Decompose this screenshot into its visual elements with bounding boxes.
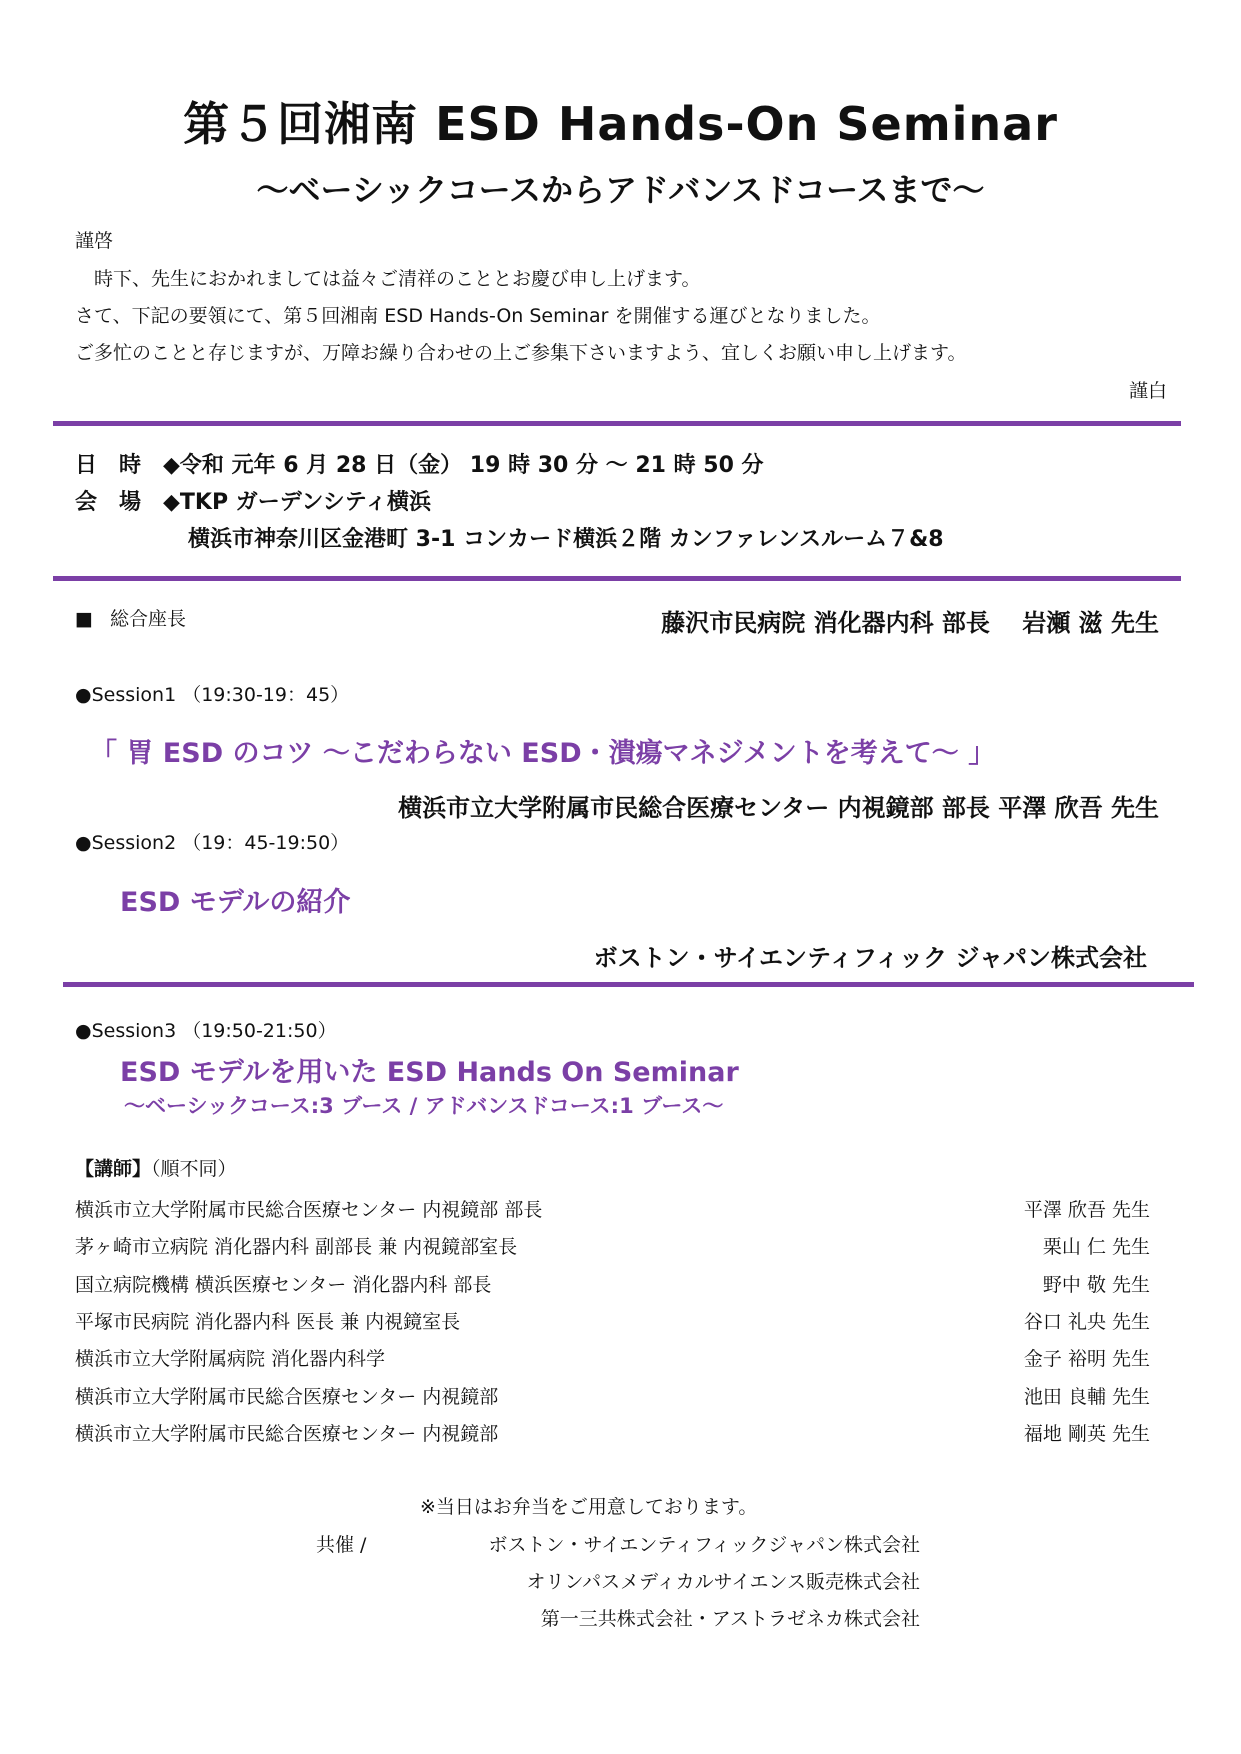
lecturer-affiliation: 横浜市立大学附属市民総合医療センター 内視鏡部 xyxy=(75,1386,499,1408)
session1-speaker: 横浜市立大学附属市民総合医療センター 内視鏡部 部長 平澤 欣吾 先生 xyxy=(398,794,1159,822)
cohost-1: ボストン・サイエンティフィックジャパン株式会社 xyxy=(488,1534,920,1556)
chair-label: 総合座長 xyxy=(110,608,187,630)
session3-label: ●Session3 （19:50-21:50） xyxy=(75,1020,337,1042)
session2-speaker: ボストン・サイエンティフィック ジャパン株式会社 xyxy=(593,944,1147,972)
lecturer-affiliation: 横浜市立大学附属病院 消化器内科学 xyxy=(75,1348,386,1370)
session3-title: ESD モデルを用いた ESD Hands On Seminar xyxy=(120,1057,739,1088)
chair-marker: ■ xyxy=(75,608,93,630)
lecturer-affiliation: 平塚市民病院 消化器内科 医長 兼 内視鏡室長 xyxy=(75,1311,461,1333)
lecturer-name: 福地 剛英 先生 xyxy=(1023,1423,1150,1445)
greeting-line-1: 時下、先生におかれましては益々ご清祥のこととお慶び申し上げます。 xyxy=(75,268,701,290)
session1-title: 「 胃 ESD のコツ ～こだわらない ESD・潰瘍マネジメントを考えて～ 」 xyxy=(90,738,996,769)
divider-3 xyxy=(63,982,1194,987)
lecturer-row xyxy=(75,1232,1150,1258)
session2-title: ESD モデルの紹介 xyxy=(120,887,351,918)
lecturer-name: 野中 敬 先生 xyxy=(1042,1274,1150,1296)
greeting-closing: 謹白 xyxy=(1128,380,1167,402)
lecturer-affiliation: 茅ヶ崎市立病院 消化器内科 副部長 兼 内視鏡部室長 xyxy=(75,1236,518,1258)
lecturers-heading-note: （順不同） xyxy=(151,1158,237,1180)
session2-label: ●Session2 （19：45-19:50） xyxy=(75,832,350,854)
greeting-line-2: さて、下記の要領にて、第５回湘南 ESD Hands-On Seminar を開催する運びとなりました。 xyxy=(75,305,881,327)
lecturer-name: 谷口 礼央 先生 xyxy=(1023,1311,1150,1333)
session1-label: ●Session1 （19:30-19：45） xyxy=(75,684,350,706)
lecturer-name: 池田 良輔 先生 xyxy=(1023,1386,1150,1408)
lecturers-heading xyxy=(75,1158,237,1180)
session3-subtitle: ～ベーシックコース:3 ブース / アドバンスドコース:1 ブース～ xyxy=(124,1094,724,1118)
lecturer-row xyxy=(75,1344,1150,1370)
lecturer-row xyxy=(75,1195,1150,1221)
lecturer-affiliation: 横浜市立大学附属市民総合医療センター 内視鏡部 部長 xyxy=(75,1199,543,1221)
cohost-3: 第一三共株式会社・アストラゼネカ株式会社 xyxy=(540,1608,920,1630)
greeting-opening: 謹啓 xyxy=(75,230,114,252)
chair-value: 藤沢市民病院 消化器内科 部長 岩瀬 滋 先生 xyxy=(661,609,1159,637)
venue-address: 横浜市神奈川区金港町 3-1 コンカード横浜２階 カンファレンスルーム７&8 xyxy=(188,527,944,552)
lecturer-row xyxy=(75,1270,1150,1296)
lecturer-row xyxy=(75,1382,1150,1408)
lunch-note: ※当日はお弁当をご用意しております。 xyxy=(420,1496,758,1518)
lecturer-name: 平澤 欣吾 先生 xyxy=(1023,1199,1150,1221)
lecturer-affiliation: 国立病院機構 横浜医療センター 消化器内科 部長 xyxy=(75,1274,492,1296)
lecturer-name: 金子 裕明 先生 xyxy=(1023,1348,1150,1370)
lecturer-row xyxy=(75,1307,1150,1333)
lecturer-row xyxy=(75,1419,1150,1445)
cohost-label: 共催 / xyxy=(316,1534,367,1556)
date-value: ◆令和 元年 6 月 28 日（金） 19 時 30 分 ～ 21 時 50 分 xyxy=(163,453,764,478)
page-title: 第５回湘南 ESD Hands-On Seminar xyxy=(183,97,1058,151)
date-label: 日 時 xyxy=(75,453,142,478)
divider-1 xyxy=(53,421,1181,426)
page-subtitle: ～ベーシックコースからアドバンスドコースまで～ xyxy=(256,171,985,209)
cohost-2: オリンパスメディカルサイエンス販売株式会社 xyxy=(526,1571,920,1593)
venue-label: 会 場 xyxy=(75,490,142,515)
divider-2 xyxy=(53,576,1181,581)
greeting-line-3: ご多忙のことと存じますが、万障お繰り合わせの上ご参集下さいますよう、宜しくお願い申し上げます。 xyxy=(75,342,967,364)
lecturer-affiliation: 横浜市立大学附属市民総合医療センター 内視鏡部 xyxy=(75,1423,499,1445)
venue-value: ◆TKP ガーデンシティ横浜 xyxy=(163,490,432,515)
lecturers-heading-bracket: 【講師】 xyxy=(75,1158,152,1180)
lecturer-name: 栗山 仁 先生 xyxy=(1042,1236,1150,1258)
